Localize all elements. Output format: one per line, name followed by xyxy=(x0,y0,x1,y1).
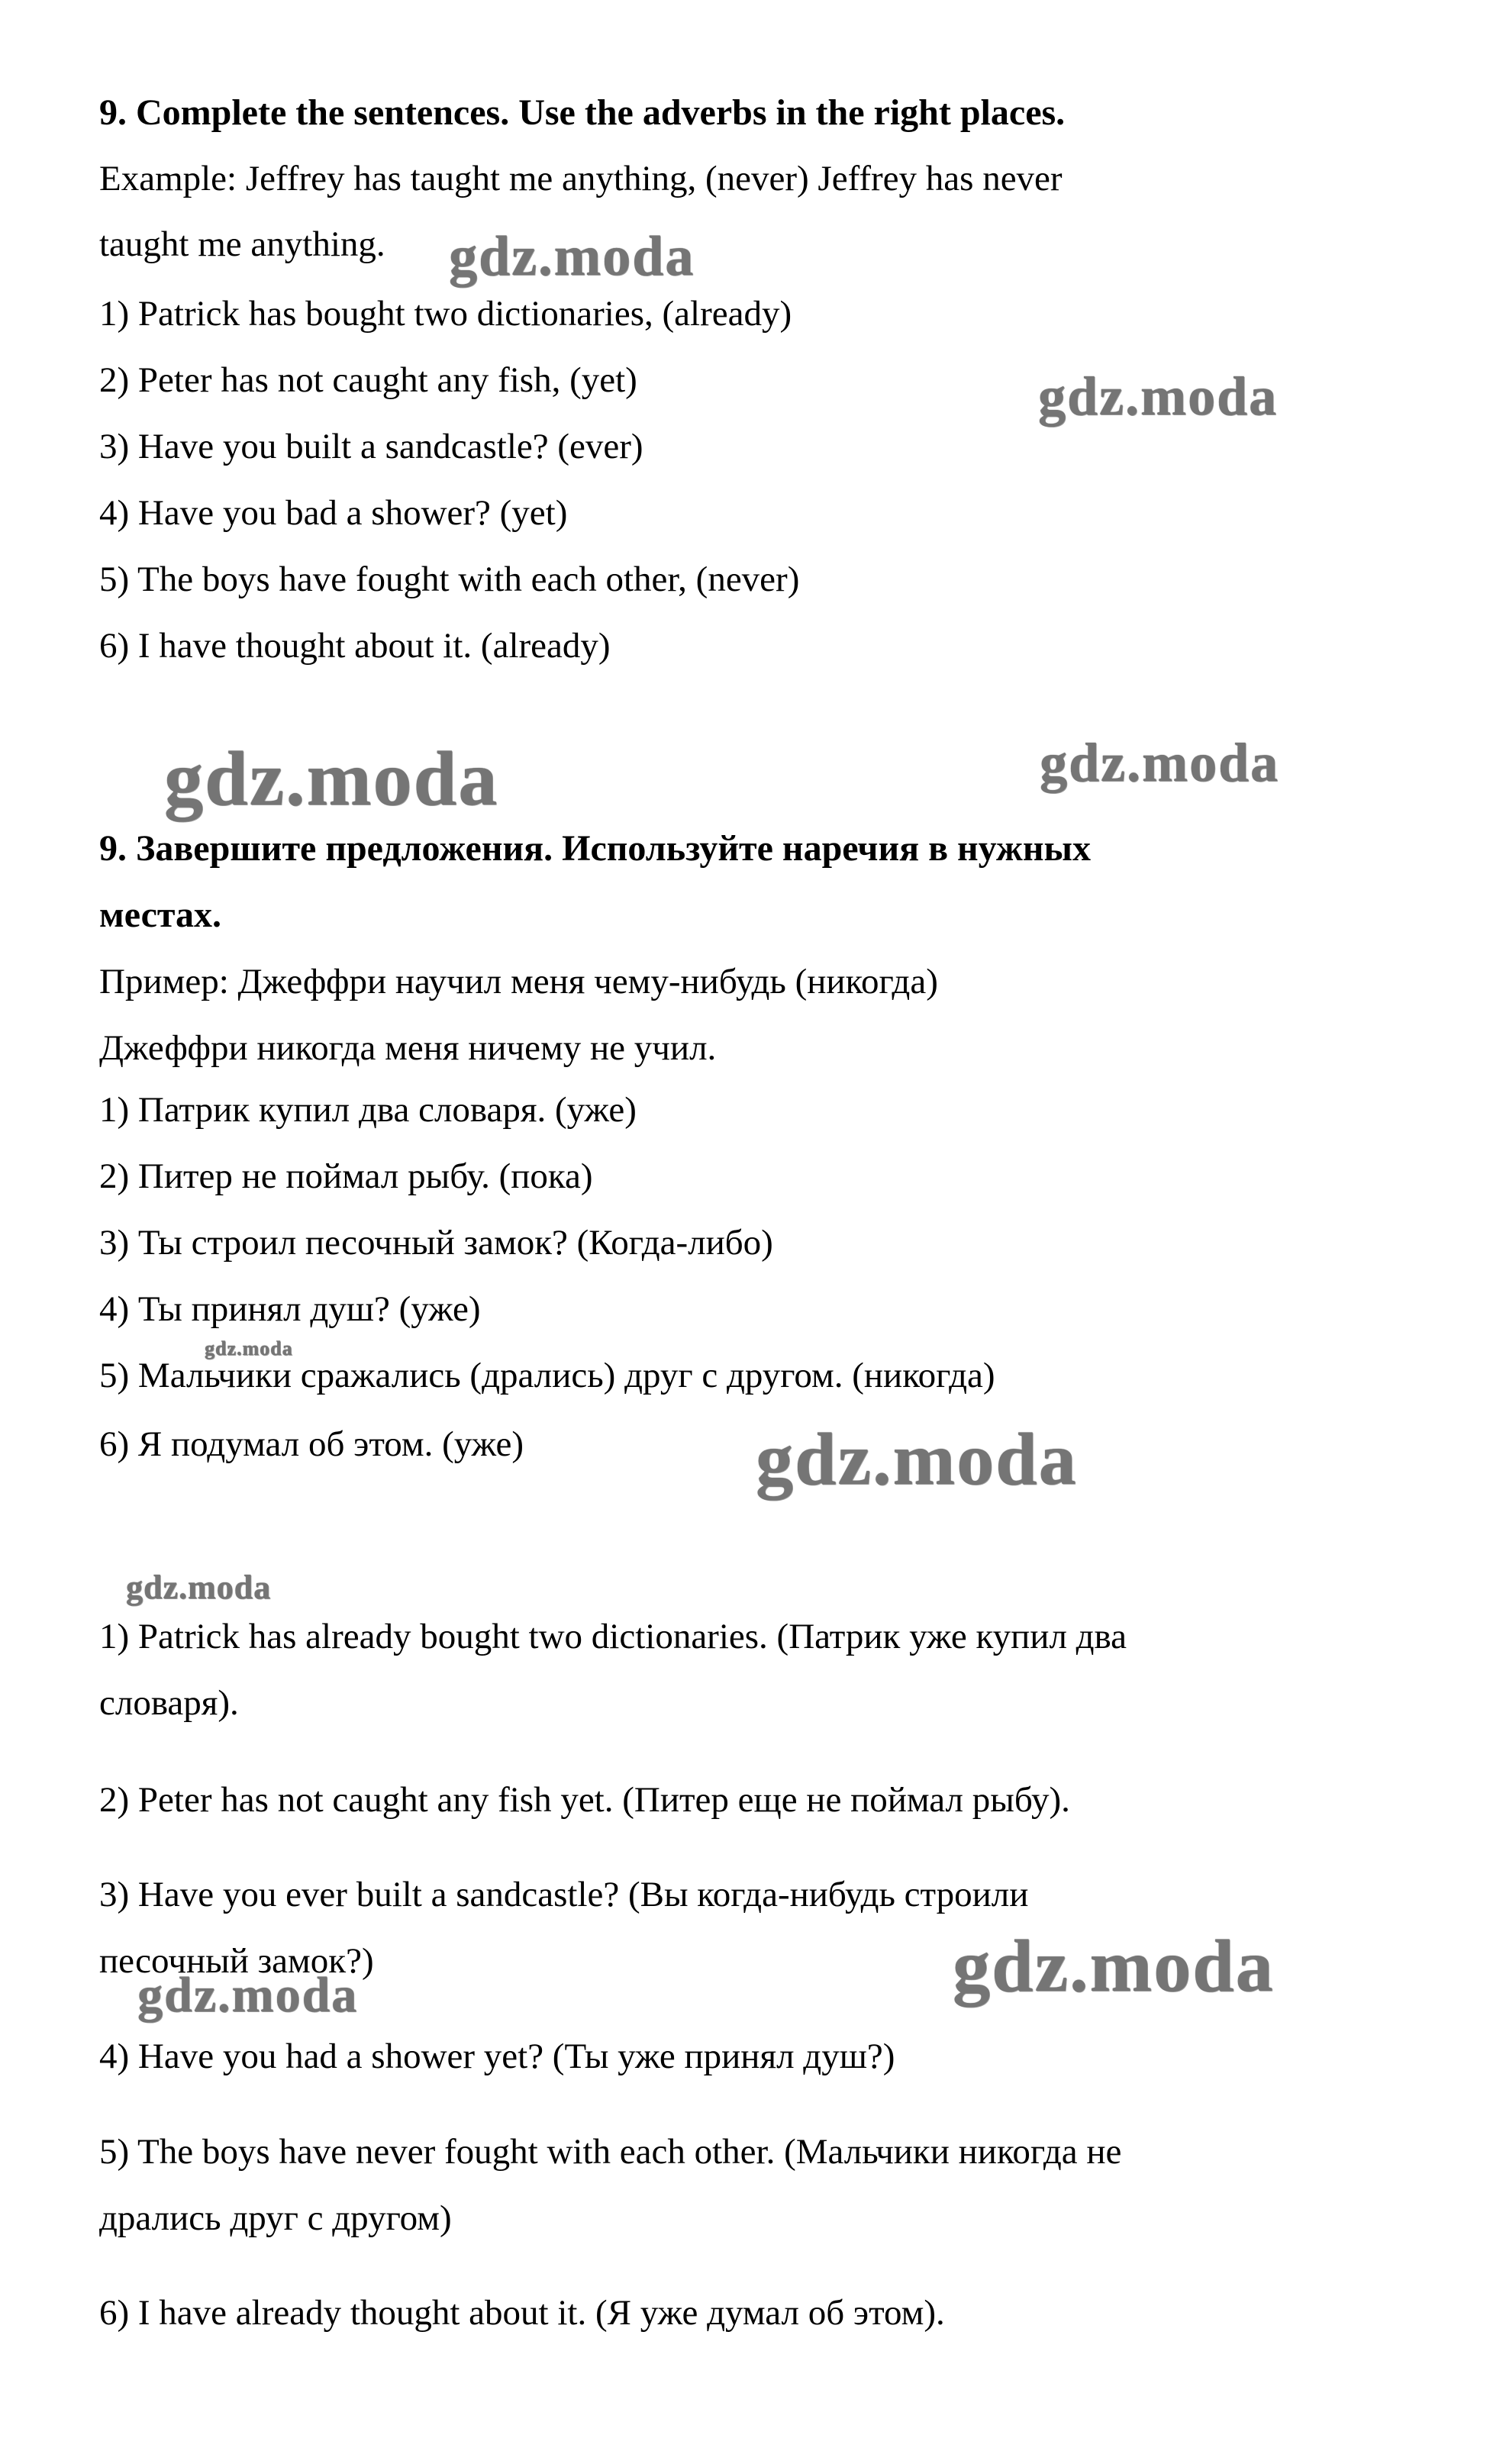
gdz-moda-watermark: gdz.moda xyxy=(1038,366,1279,427)
russian-task-title-line-2: местах. xyxy=(99,895,222,935)
gdz-moda-watermark: gdz.moda xyxy=(953,1925,1275,2008)
answer-item-4-line-1: 4) Have you had a shower yet? (Ты уже принял душ?) xyxy=(99,2037,895,2076)
english-example-line-2: taught me anything. xyxy=(99,224,385,264)
gdz-moda-watermark: gdz.moda xyxy=(137,1967,359,2023)
english-task-item-3: 3) Have you built a sandcastle? (ever) xyxy=(99,427,643,466)
russian-task-title-line-1: 9. Завершите предложения. Используйте наречия в нужных xyxy=(99,828,1091,869)
answer-item-3-line-2: песочный замок?) xyxy=(99,1941,374,1981)
english-example-line-1: Example: Jeffrey has taught me anything, (never) Jeffrey has never xyxy=(99,159,1063,198)
english-task-item-2: 2) Peter has not caught any fish, (yet) xyxy=(99,360,637,400)
russian-task-item-4: 4) Ты принял душ? (уже) xyxy=(99,1289,481,1329)
answer-item-5-line-2: дрались друг с другом) xyxy=(99,2198,452,2238)
answer-item-1-line-1: 1) Patrick has already bought two dictionaries. (Патрик уже купил два xyxy=(99,1617,1127,1656)
english-task-item-4: 4) Have you bad a shower? (yet) xyxy=(99,493,568,533)
answer-item-6-line-1: 6) I have already thought about it. (Я уже думал об этом). xyxy=(99,2293,945,2333)
answer-item-1-line-2: словаря). xyxy=(99,1683,239,1723)
russian-task-item-3: 3) Ты строил песочный замок? (Когда-либо) xyxy=(99,1223,773,1263)
gdz-moda-watermark: gdz.moda xyxy=(164,736,499,822)
gdz-moda-watermark: gdz.moda xyxy=(1040,732,1280,793)
english-task-title: 9. Complete the sentences. Use the adverbs in the right places. xyxy=(99,92,1066,133)
answer-item-3-line-1: 3) Have you ever built a sandcastle? (Вы когда-нибудь строили xyxy=(99,1875,1029,1914)
answer-item-2-line-1: 2) Peter has not caught any fish yet. (Питер еще не поймал рыбу). xyxy=(99,1780,1070,1820)
gdz-moda-watermark: gdz.moda xyxy=(756,1418,1078,1501)
gdz-moda-watermark: gdz.moda xyxy=(449,225,695,288)
russian-task-item-5: 5) Мальчики сражались (дрались) друг с другом. (никогда) xyxy=(99,1356,995,1395)
russian-example-line-2: Джеффри никогда меня ничему не учил. xyxy=(99,1028,717,1068)
english-task-item-6: 6) I have thought about it. (already) xyxy=(99,626,611,666)
answer-item-5-line-1: 5) The boys have never fought with each other. (Мальчики никогда не xyxy=(99,2132,1122,2172)
english-task-item-5: 5) The boys have fought with each other, (never) xyxy=(99,560,800,599)
gdz-moda-watermark: gdz.moda xyxy=(205,1337,293,1359)
russian-example-line-1: Пример: Джеффри научил меня чему-нибудь (никогда) xyxy=(99,962,938,1001)
english-task-item-1: 1) Patrick has bought two dictionaries, (already) xyxy=(99,294,792,334)
gdz-moda-watermark: gdz.moda xyxy=(126,1569,272,1606)
russian-task-item-1: 1) Патрик купил два словаря. (уже) xyxy=(99,1090,637,1130)
russian-task-item-6: 6) Я подумал об этом. (уже) xyxy=(99,1424,524,1464)
russian-task-item-2: 2) Питер не поймал рыбу. (пока) xyxy=(99,1156,593,1196)
